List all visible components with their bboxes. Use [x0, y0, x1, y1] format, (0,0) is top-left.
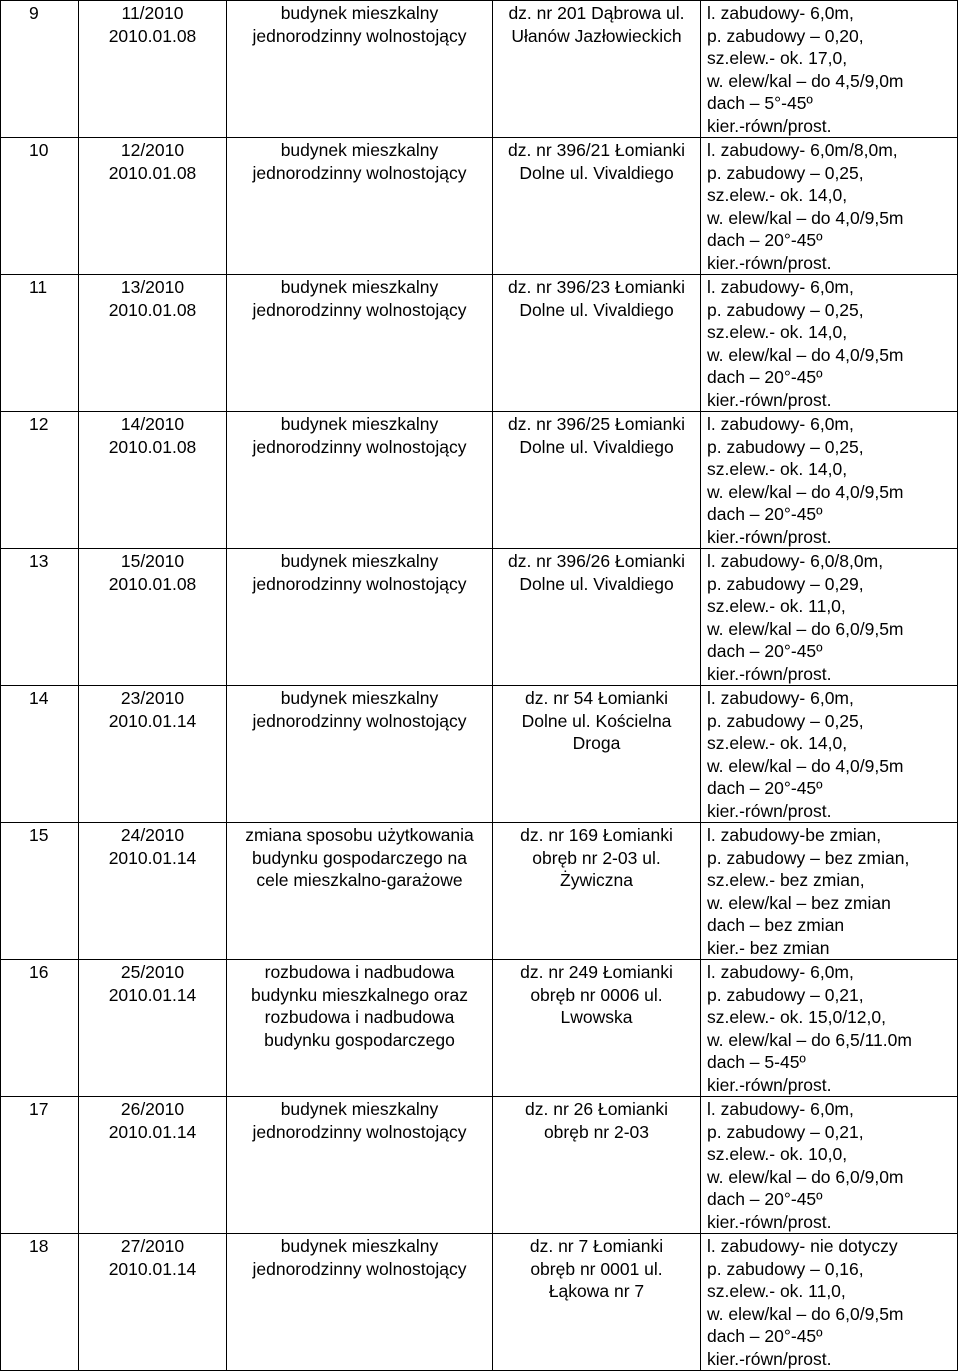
- permit-number: 15/2010: [120, 551, 185, 571]
- location-line: Droga: [572, 733, 621, 753]
- parameter-line: p. zabudowy – bez zmian,: [707, 847, 910, 868]
- parameter-line: kier.-równ/prost.: [707, 526, 832, 547]
- location-line: dz. nr 7 Łomianki: [529, 1236, 664, 1256]
- row-number: 11: [29, 277, 48, 297]
- parameter-line: l. zabudowy- 6,0m/8,0m,: [707, 140, 898, 160]
- parameter-line: p. zabudowy – 0,25,: [707, 162, 864, 183]
- parameters-cell: [701, 1097, 958, 1234]
- table-row: [1, 823, 958, 960]
- row-number: 9: [29, 3, 39, 23]
- location-line: obręb nr 0006 ul.: [530, 984, 663, 1005]
- permit-cell: [79, 960, 227, 1097]
- parameters-cell: [701, 549, 958, 686]
- description-line: budynku mieszkalnego oraz: [251, 984, 468, 1005]
- parameter-line: p. zabudowy – 0,16,: [707, 1258, 864, 1279]
- parameter-line: w. elew/kal – do 6,0/9,0m: [707, 1166, 904, 1187]
- parameters-cell: [701, 960, 958, 1097]
- location-line: Żywiczna: [560, 870, 633, 890]
- description-cell: [227, 1097, 493, 1234]
- parameter-line: p. zabudowy – 0,21,: [707, 1121, 864, 1142]
- parameter-line: l. zabudowy- 6,0m,: [707, 1099, 854, 1119]
- location-line: dz. nr 54 Łomianki: [525, 688, 668, 708]
- parameters-cell: [701, 138, 958, 275]
- table-row: [1, 412, 958, 549]
- row-number: 14: [29, 688, 49, 708]
- location-cell: [493, 960, 701, 1097]
- description-line: budynek mieszkalny: [280, 1099, 439, 1119]
- parameter-line: l. zabudowy- 6,0m,: [707, 277, 854, 297]
- description-line: jednorodzinny wolnostojący: [252, 1121, 467, 1142]
- location-line: Dolne ul. Vivaldiego: [519, 436, 674, 457]
- permit-cell: [79, 1097, 227, 1234]
- table-row: [1, 1234, 958, 1371]
- parameter-line: dach – 20°-45º: [707, 778, 823, 798]
- parameter-line: kier.- bez zmian: [707, 937, 830, 958]
- permit-date: 2010.01.14: [108, 710, 197, 731]
- permit-cell: [79, 1234, 227, 1371]
- location-line: Lwowska: [560, 1007, 633, 1027]
- location-line: Dolne ul. Vivaldiego: [519, 573, 674, 594]
- description-line: budynku gospodarczego na: [251, 847, 468, 868]
- parameter-line: kier.-równ/prost.: [707, 1348, 832, 1369]
- parameter-line: sz.elew.- ok. 10,0,: [707, 1144, 848, 1164]
- row-number-cell: [1, 1097, 79, 1234]
- parameter-line: kier.-równ/prost.: [707, 252, 832, 273]
- parameter-line: dach – 5-45º: [707, 1052, 806, 1072]
- row-number: 18: [29, 1236, 49, 1256]
- parameter-line: sz.elew.- ok. 11,0,: [707, 1281, 846, 1301]
- description-cell: [227, 275, 493, 412]
- permit-cell: [79, 823, 227, 960]
- parameter-line: dach – 20°-45º: [707, 641, 823, 661]
- permit-number: 14/2010: [120, 414, 185, 434]
- parameter-line: w. elew/kal – do 6,0/9,5m: [707, 618, 904, 639]
- description-line: rozbudowa i nadbudowa: [264, 962, 455, 982]
- parameter-line: l. zabudowy- 6,0m,: [707, 688, 854, 708]
- description-line: budynek mieszkalny: [280, 688, 439, 708]
- parameter-line: kier.-równ/prost.: [707, 1074, 832, 1095]
- description-line: budynek mieszkalny: [280, 1236, 439, 1256]
- location-cell: [493, 138, 701, 275]
- row-number-cell: [1, 960, 79, 1097]
- parameter-line: w. elew/kal – do 6,5/11.0m: [707, 1029, 912, 1050]
- location-line: obręb nr 2-03 ul.: [532, 847, 661, 868]
- location-cell: [493, 1097, 701, 1234]
- parameter-line: dach – 20°-45º: [707, 1326, 823, 1346]
- row-number: 15: [29, 825, 49, 845]
- permit-date: 2010.01.14: [108, 1121, 197, 1142]
- description-line: budynek mieszkalny: [280, 551, 439, 571]
- parameter-line: p. zabudowy – 0,20,: [707, 25, 864, 46]
- table-row: [1, 1097, 958, 1234]
- table-row: [1, 138, 958, 275]
- row-number: 12: [29, 414, 49, 434]
- permit-number: 25/2010: [120, 962, 185, 982]
- row-number: 17: [29, 1099, 49, 1119]
- parameter-line: w. elew/kal – do 4,0/9,5m: [707, 344, 904, 365]
- location-line: Łąkowa nr 7: [548, 1281, 645, 1301]
- row-number-cell: [1, 686, 79, 823]
- row-number-cell: [1, 549, 79, 686]
- parameter-line: p. zabudowy – 0,25,: [707, 436, 864, 457]
- description-line: budynek mieszkalny: [280, 3, 439, 23]
- location-cell: [493, 1234, 701, 1371]
- permit-date: 2010.01.08: [108, 25, 197, 46]
- permits-table-body: [1, 1, 958, 1371]
- parameter-line: sz.elew.- ok. 14,0,: [707, 459, 848, 479]
- location-line: dz. nr 201 Dąbrowa ul.: [508, 3, 685, 23]
- permit-number: 12/2010: [120, 140, 185, 160]
- location-cell: [493, 686, 701, 823]
- description-cell: [227, 549, 493, 686]
- permit-cell: [79, 686, 227, 823]
- parameter-line: w. elew/kal – do 4,5/9,0m: [707, 70, 904, 91]
- location-line: dz. nr 26 Łomianki: [525, 1099, 668, 1119]
- location-line: dz. nr 396/21 Łomianki: [507, 140, 686, 160]
- description-line: jednorodzinny wolnostojący: [252, 710, 467, 731]
- permit-cell: [79, 1, 227, 138]
- parameter-line: sz.elew.- ok. 11,0,: [707, 596, 846, 616]
- parameter-line: kier.-równ/prost.: [707, 800, 832, 821]
- parameter-line: l. zabudowy- 6,0/8,0m,: [707, 551, 884, 571]
- row-number-cell: [1, 1234, 79, 1371]
- parameter-line: w. elew/kal – bez zmian: [707, 892, 891, 913]
- location-cell: [493, 1, 701, 138]
- parameter-line: w. elew/kal – do 4,0/9,5m: [707, 755, 904, 776]
- parameter-line: sz.elew.- ok. 14,0,: [707, 322, 848, 342]
- permit-date: 2010.01.08: [108, 299, 197, 320]
- description-cell: [227, 1234, 493, 1371]
- description-line: jednorodzinny wolnostojący: [252, 25, 467, 46]
- permit-cell: [79, 412, 227, 549]
- permit-date: 2010.01.14: [108, 1258, 197, 1279]
- description-line: jednorodzinny wolnostojący: [252, 162, 467, 183]
- location-line: dz. nr 396/23 Łomianki: [507, 277, 686, 297]
- location-cell: [493, 549, 701, 686]
- permit-cell: [79, 275, 227, 412]
- description-cell: [227, 960, 493, 1097]
- location-line: dz. nr 169 Łomianki: [520, 825, 673, 845]
- parameter-line: sz.elew.- bez zmian,: [707, 870, 865, 890]
- row-number-cell: [1, 138, 79, 275]
- row-number: 13: [29, 551, 49, 571]
- permit-cell: [79, 549, 227, 686]
- description-line: jednorodzinny wolnostojący: [252, 1258, 467, 1279]
- parameter-line: kier.-równ/prost.: [707, 115, 832, 136]
- description-line: jednorodzinny wolnostojący: [252, 436, 467, 457]
- parameter-line: dach – 20°-45º: [707, 504, 823, 524]
- parameter-line: kier.-równ/prost.: [707, 663, 832, 684]
- location-line: dz. nr 396/25 Łomianki: [507, 414, 686, 434]
- parameter-line: w. elew/kal – do 4,0/9,5m: [707, 481, 904, 502]
- description-line: budynku gospodarczego: [264, 1029, 455, 1050]
- table-row: [1, 1, 958, 138]
- parameter-line: l. zabudowy-be zmian,: [707, 825, 882, 845]
- permit-date: 2010.01.08: [108, 162, 197, 183]
- permit-number: 11/2010: [121, 3, 184, 23]
- description-cell: [227, 823, 493, 960]
- parameter-line: l. zabudowy- 6,0m,: [707, 3, 854, 23]
- location-line: Dolne ul. Kościelna: [521, 710, 672, 731]
- parameter-line: w. elew/kal – do 6,0/9,5m: [707, 1303, 904, 1324]
- permit-number: 13/2010: [120, 277, 185, 297]
- description-line: rozbudowa i nadbudowa: [264, 1007, 455, 1027]
- row-number-cell: [1, 275, 79, 412]
- parameters-cell: [701, 823, 958, 960]
- location-line: Dolne ul. Vivaldiego: [519, 299, 674, 320]
- parameter-line: sz.elew.- ok. 14,0,: [707, 185, 848, 205]
- permit-cell: [79, 138, 227, 275]
- parameter-line: l. zabudowy- 6,0m,: [707, 414, 854, 434]
- permit-number: 27/2010: [120, 1236, 185, 1256]
- parameter-line: sz.elew.- ok. 14,0,: [707, 733, 848, 753]
- row-number-cell: [1, 1, 79, 138]
- table-row: [1, 549, 958, 686]
- permit-date: 2010.01.08: [108, 436, 197, 457]
- location-line: Ułanów Jazłowieckich: [511, 25, 682, 46]
- parameter-line: sz.elew.- ok. 15,0/12,0,: [707, 1007, 886, 1027]
- parameter-line: dach – 20°-45º: [707, 1189, 823, 1209]
- parameters-cell: [701, 412, 958, 549]
- parameter-line: dach – 20°-45º: [707, 230, 823, 250]
- permit-date: 2010.01.08: [108, 573, 197, 594]
- parameter-line: dach – 20°-45º: [707, 367, 823, 387]
- parameters-cell: [701, 275, 958, 412]
- table-row: [1, 275, 958, 412]
- parameters-cell: [701, 1, 958, 138]
- parameter-line: kier.-równ/prost.: [707, 389, 832, 410]
- description-line: budynek mieszkalny: [280, 140, 439, 160]
- parameter-line: dach – bez zmian: [707, 915, 845, 935]
- parameter-line: w. elew/kal – do 4,0/9,5m: [707, 207, 904, 228]
- row-number: 10: [29, 140, 49, 160]
- description-line: cele mieszkalno-garażowe: [256, 870, 463, 890]
- description-cell: [227, 1, 493, 138]
- location-line: dz. nr 396/26 Łomianki: [507, 551, 686, 571]
- parameter-line: dach – 5°-45º: [707, 93, 813, 113]
- description-line: budynek mieszkalny: [280, 414, 439, 434]
- row-number: 16: [29, 962, 49, 982]
- location-cell: [493, 412, 701, 549]
- parameter-line: p. zabudowy – 0,29,: [707, 573, 864, 594]
- row-number-cell: [1, 412, 79, 549]
- permit-date: 2010.01.14: [108, 847, 197, 868]
- parameter-line: l. zabudowy- nie dotyczy: [707, 1236, 898, 1256]
- parameters-cell: [701, 686, 958, 823]
- location-line: obręb nr 0001 ul.: [530, 1258, 663, 1279]
- description-line: budynek mieszkalny: [280, 277, 439, 297]
- description-cell: [227, 138, 493, 275]
- parameter-line: p. zabudowy – 0,25,: [707, 299, 864, 320]
- parameters-cell: [701, 1234, 958, 1371]
- location-cell: [493, 823, 701, 960]
- description-line: jednorodzinny wolnostojący: [252, 573, 467, 594]
- parameter-line: kier.-równ/prost.: [707, 1211, 832, 1232]
- description-cell: [227, 686, 493, 823]
- permit-number: 26/2010: [120, 1099, 185, 1119]
- table-row: [1, 686, 958, 823]
- location-line: obręb nr 2-03: [543, 1121, 650, 1142]
- location-cell: [493, 275, 701, 412]
- location-line: Dolne ul. Vivaldiego: [519, 162, 674, 183]
- location-line: dz. nr 249 Łomianki: [520, 962, 673, 982]
- permit-date: 2010.01.14: [108, 984, 197, 1005]
- row-number-cell: [1, 823, 79, 960]
- parameter-line: sz.elew.- ok. 17,0,: [707, 48, 848, 68]
- description-line: zmiana sposobu użytkowania: [245, 825, 474, 845]
- description-line: jednorodzinny wolnostojący: [252, 299, 467, 320]
- parameter-line: p. zabudowy – 0,25,: [707, 710, 864, 731]
- parameter-line: l. zabudowy- 6,0m,: [707, 962, 854, 982]
- permit-number: 24/2010: [120, 825, 185, 845]
- table-row: [1, 960, 958, 1097]
- description-cell: [227, 412, 493, 549]
- permit-number: 23/2010: [120, 688, 185, 708]
- parameter-line: p. zabudowy – 0,21,: [707, 984, 864, 1005]
